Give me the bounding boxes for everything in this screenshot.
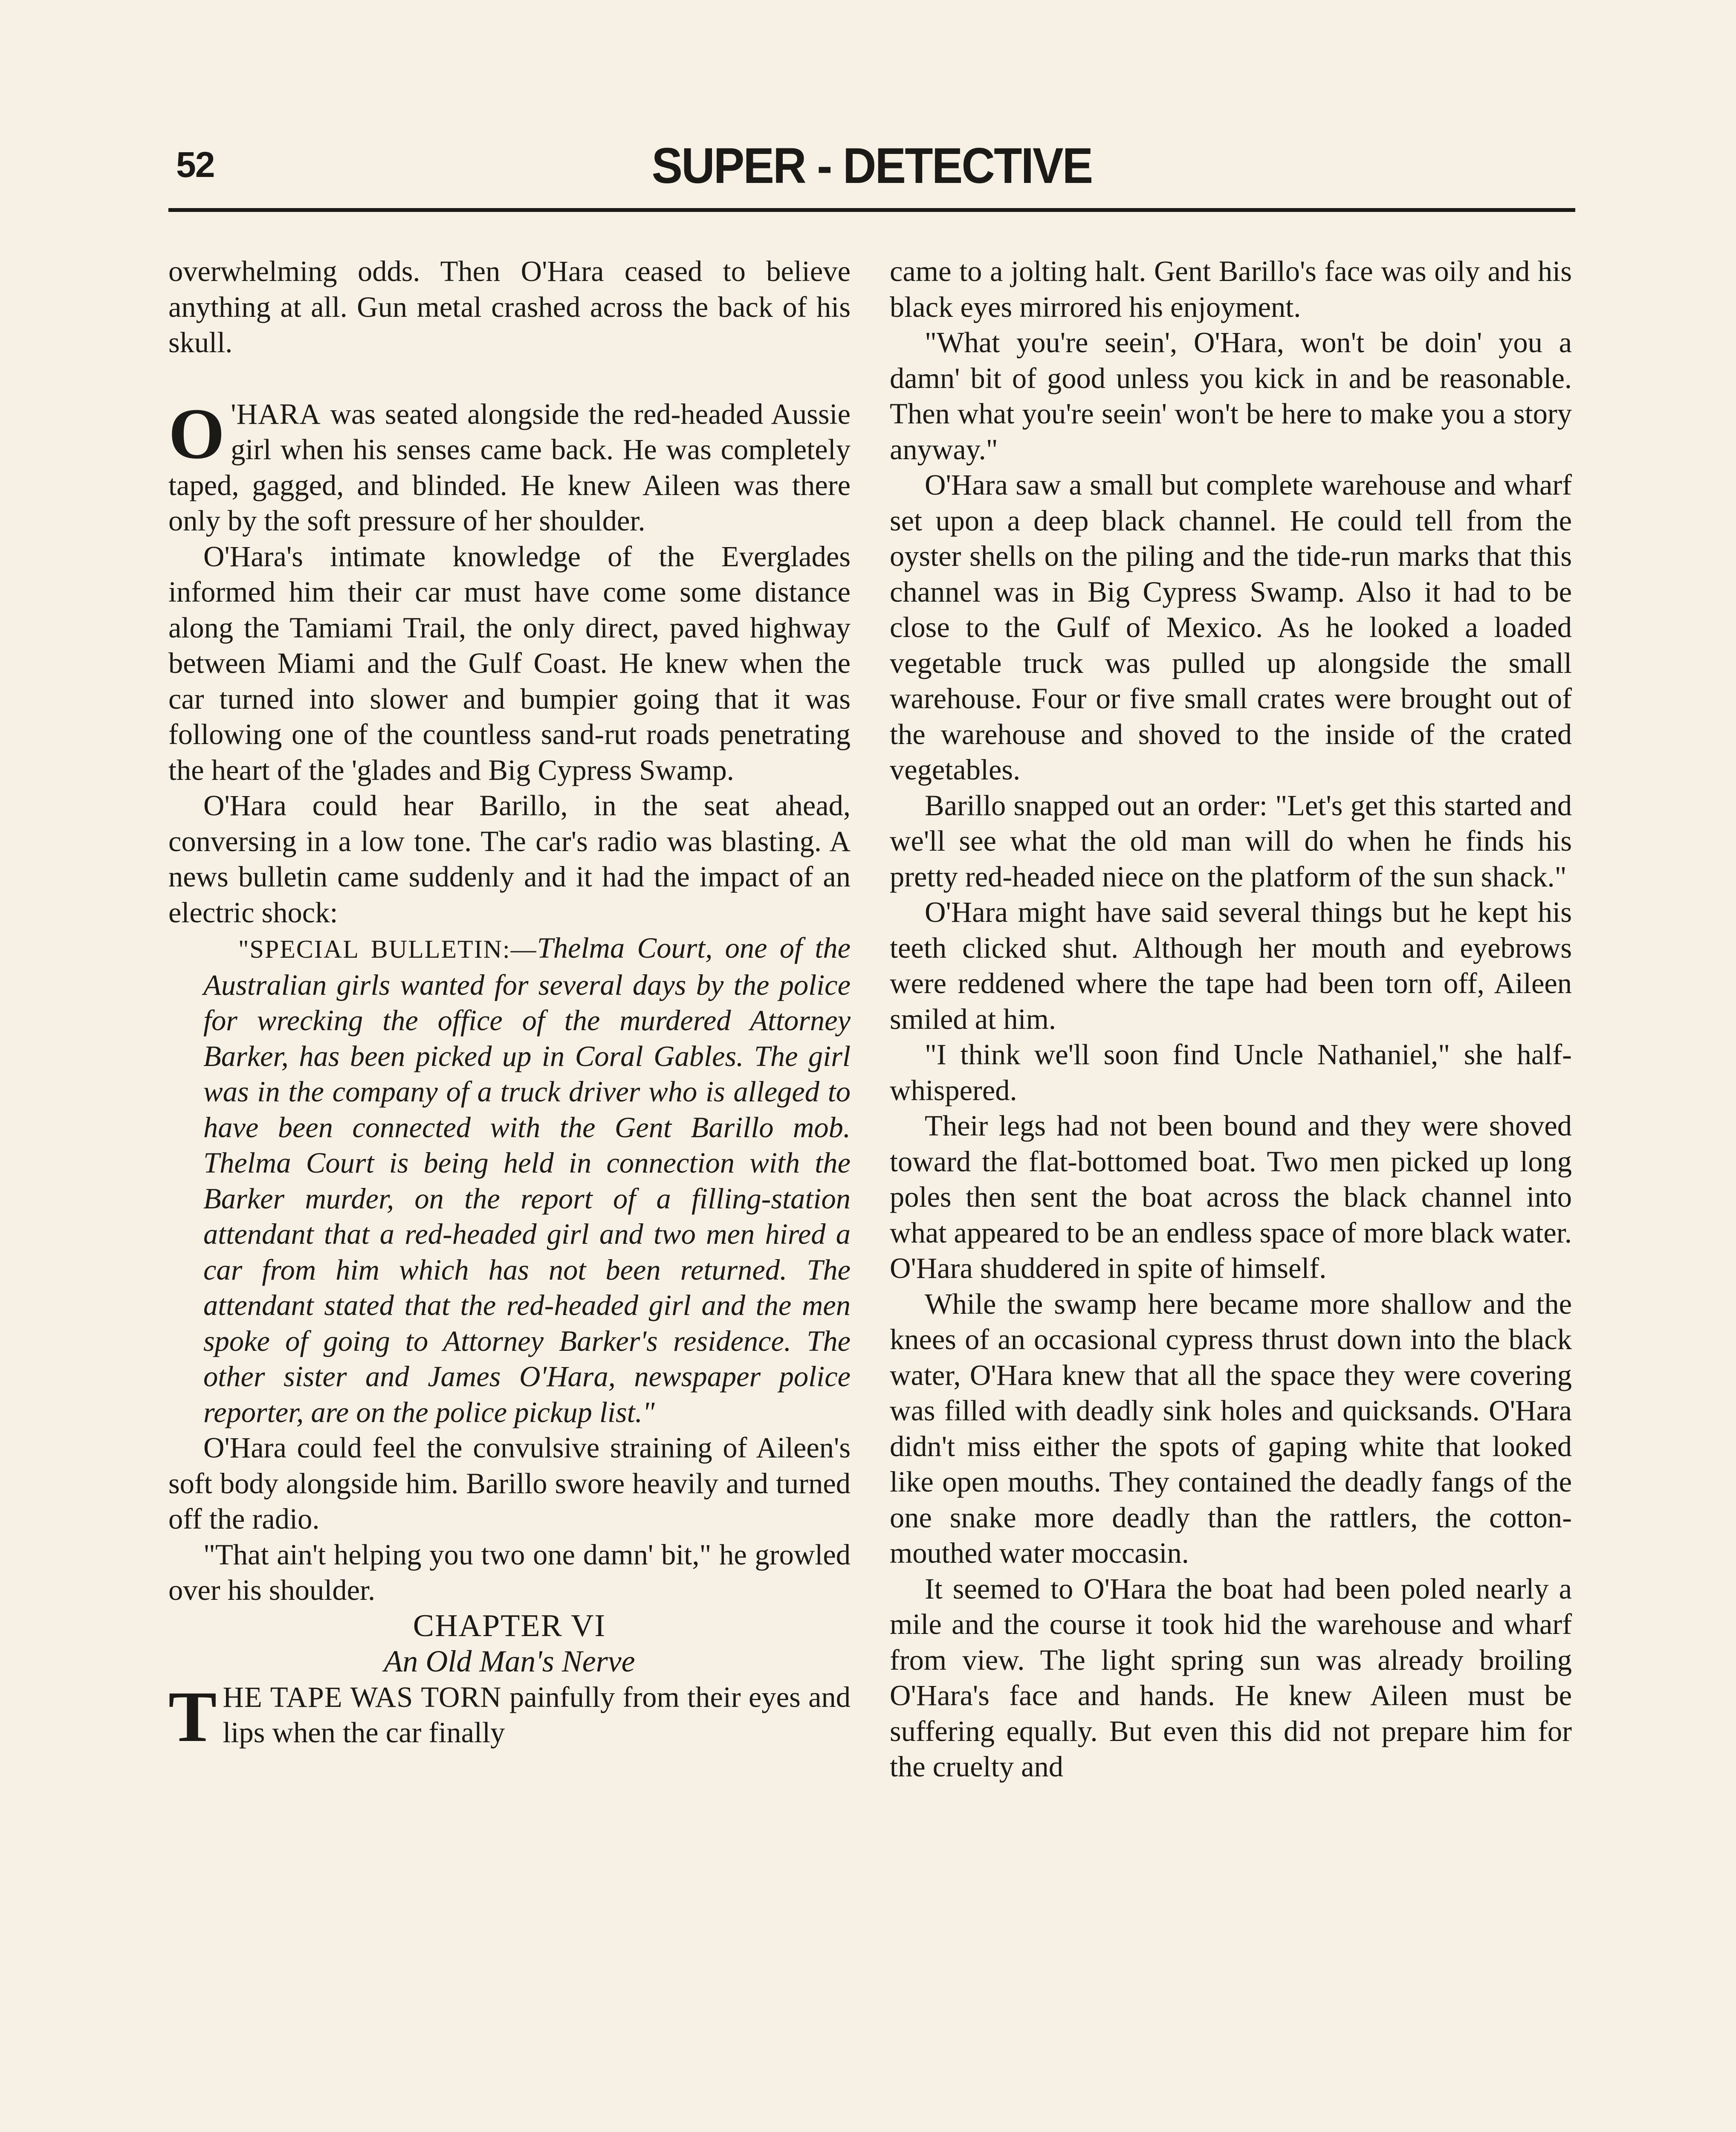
header-rule: [168, 208, 1575, 212]
paragraph-dropcap: [168, 1676, 851, 1757]
paragraph-text: painfully from their eyes and lips when the car finally: [223, 1680, 851, 1749]
running-head: SUPER - DETECTIVE: [651, 138, 1092, 194]
paragraph: O'Hara might have said several things but he kept his teeth clicked shut. Although her mouth and eyebrows were reddened where the tape had been torn off, Aileen smiled at him.: [890, 896, 1572, 1035]
paragraph: Their legs had not been bound and they were shoved toward the flat-bottomed boat. Two men picked up long poles then sent the boat across the black channel into what appeared to be an endless space of more black water. O'Hara shuddered in spite of himself.: [890, 1109, 1572, 1284]
page-header: [168, 138, 1575, 205]
paragraph: came to a jolting halt. Gent Barillo's face was oily and his black eyes mirrored his enjoyment.: [890, 255, 1572, 323]
paragraph: It seemed to O'Hara the boat had been poled nearly a mile and the course it took hid the warehouse and wharf from view. The light spring sun was already broiling O'Hara's face and hands. He knew Aileen must be suffering equally. But even this did not prepare him for the cruelty and: [890, 1572, 1572, 1783]
drop-cap: O: [168, 393, 225, 474]
chapter-subtitle: An Old Man's Nerve: [384, 1644, 635, 1678]
lead-in-caps: HE TAPE WAS TORN: [223, 1680, 502, 1713]
bulletin-text: Thelma Court, one of the Australian girls wanted for several days by the police for wrecking the office of the murdered Attorney Barker, has been picked up in Coral Gables. The girl was in the company of a truck driver who is alleged to have been connected with the Gent Barillo mob. Thelma Court is being held in connection with the Barker murder, on the report of a filling-station attendant that a red-headed girl and two men hired a car from him which has not been returned. The attendant stated that the red-headed girl and the men spoke of going to Attorney Barker's residence. The other sister and James O'Hara, newspaper police reporter, are on the police pickup list.": [203, 932, 851, 1428]
news-bulletin: [168, 930, 851, 1430]
paragraph: "That ain't helping you two one damn' bit," he growled over his shoulder.: [168, 1538, 851, 1606]
paragraph: Barillo snapped out an order: "Let's get this started and we'll see what the old man will do when he finds his pretty red-headed niece on the platform of the sun shack.": [890, 789, 1572, 893]
drop-cap: T: [168, 1676, 217, 1757]
paragraph: O'Hara could feel the convulsive straining of Aileen's soft body alongside him. Barillo swore heavily and turned off the radio.: [168, 1431, 851, 1535]
right-column: [890, 254, 1572, 1785]
paragraph: O'Hara could hear Barillo, in the seat ahead, conversing in a low tone. The car's radio was blasting. A news bulletin came suddenly and it had the impact of an electric shock:: [168, 789, 851, 929]
page-number: 52: [176, 145, 214, 185]
paragraph: "What you're seein', O'Hara, won't be doin' you a damn' bit of good unless you kick in and be reasonable. Then what you're seein' won't be here to make you a story anyway.": [890, 326, 1572, 466]
paragraph: O'Hara saw a small but complete warehouse and wharf set upon a deep black channel. He could tell from the oyster shells on the piling and the tide-run marks that this channel was in Big Cypress Swamp. Also it had to be close to the Gulf of Mexico. As he looked a loaded vegetable truck was pulled up alongside the small warehouse. Four or five small crates were brought out of the warehouse and shoved to the inside of the crated vegetables.: [890, 469, 1572, 786]
chapter-title: CHAPTER VI: [413, 1608, 606, 1643]
paragraph: overwhelming odds. Then O'Hara ceased to believe anything at all. Gun metal crashed across the back of his skull.: [168, 255, 851, 359]
lead-in-caps: 'HARA: [231, 397, 321, 430]
paragraph-text: was seated alongside the red-headed Aussie girl when his senses came back. He was completely taped, gagged, and blinded. He knew Aileen was there only by the soft pressure of her shoulder.: [168, 397, 851, 537]
paragraph: "I think we'll soon find Uncle Nathaniel," she half-whispered.: [890, 1038, 1572, 1107]
paragraph: While the swamp here became more shallow and the knees of an occasional cypress thrust down into the black water, O'Hara knew that all the space they were covering was filled with deadly sink holes and quicksands. O'Hara didn't miss either the spots of gaping white that looked like open mouths. They contained the deadly fangs of the one snake more deadly than the rattlers, the cotton-mouthed water moccasin.: [890, 1287, 1572, 1569]
paragraph: O'Hara's intimate knowledge of the Everglades informed him their car must have come some distance along the Tamiami Trail, the only direct, paved highway between Miami and the Gulf Coast. He knew when the car turned into slower and bumpier going that it was following one of the countless sand-rut roads penetrating the heart of the 'glades and Big Cypress Swamp.: [168, 540, 851, 786]
paragraph-dropcap: [168, 393, 851, 539]
bulletin-head: "SPECIAL BULLETIN:—: [238, 935, 537, 963]
left-column: [168, 254, 851, 1757]
